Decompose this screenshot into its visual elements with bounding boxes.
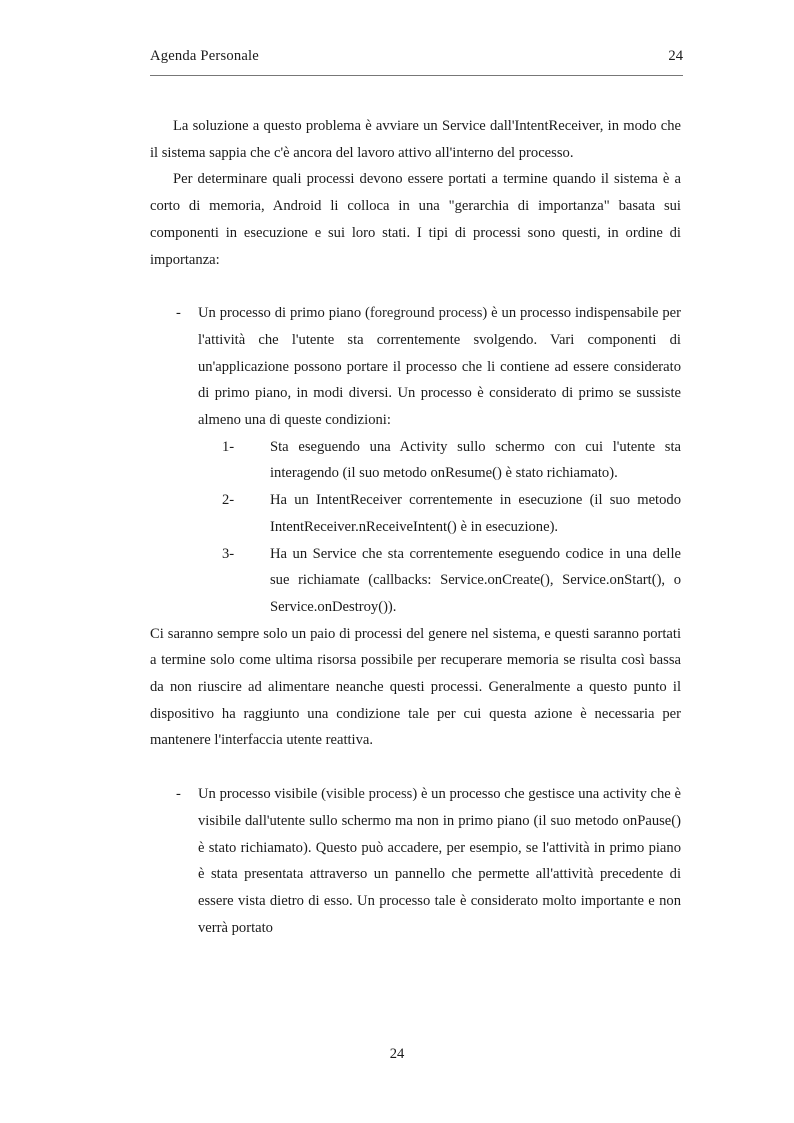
spacer xyxy=(150,273,681,300)
bullet-text: Un processo di primo piano (foreground process) è un processo indispensabile per l'attività che l'utente sta correntemente svolgendo. Vari componenti di un'applicazione possono portare il processo che li contiene ad essere considerato di primo piano, in modi diversi. Un processo è considerato di primo se sussiste almeno una di queste condizioni: xyxy=(198,305,681,429)
bullet-text: Un processo visibile (visible process) è un processo che gestisce una activity che è visibile dall'utente sullo schermo ma non in primo piano (il suo metodo onPause() è stato richiamato). Questo può accadere, per esempio, se l'attività in primo piano è stata presentata attraverso un pannello che permette all'attività precedente di essere vista dietro di esso. Un processo tale è considerato molto importante e non verrà portato xyxy=(198,786,681,936)
header-rule xyxy=(150,75,683,76)
condition-item-3 xyxy=(222,541,681,621)
term-foreground-process: foreground process xyxy=(369,305,483,322)
header-title: Agenda Personale xyxy=(150,48,259,64)
condition-item-1 xyxy=(222,434,681,487)
paragraph-foreground-summary: Ci saranno sempre solo un paio di processi del genere nel sistema, e questi saranno portati a termine solo come ultima risorsa possibile per recuperare memoria se risulta così bassa da non riuscire ad alimentare neanche questi processi. Generalmente a questo punto il dispositivo ha raggiunto una condizione tale per cui questa azione è necessaria per mantenere l'interfaccia utente reattiva. xyxy=(150,625,681,749)
paragraph-hierarchy: Per determinare quali processi devono essere portati a termine quando il sistema è a corto di memoria, Android li colloca in una "gerarchia di importanza" basata sui componenti in esecuzione e sui loro stati. I tipi di processi sono questi, in ordine di importanza: xyxy=(150,171,681,268)
condition-text: Ha un IntentReceiver correntemente in esecuzione (il suo metodo IntentReceiver.nReceiveIntent() è in esecuzione). xyxy=(270,492,681,535)
condition-label: 2- xyxy=(222,492,235,509)
running-header xyxy=(150,48,683,72)
bullet-dash: - xyxy=(176,305,181,322)
body-text xyxy=(150,113,681,941)
condition-label: 1- xyxy=(222,438,235,455)
footer-page-number: 24 xyxy=(389,1046,405,1062)
term-visible-process: visible process xyxy=(325,786,413,803)
condition-text: Ha un Service che sta correntemente eseguendo codice in una delle sue richiamate (callbacks: Service.onCreate(), Service.onStart(), o Service.onDestroy()). xyxy=(270,545,681,615)
bullet-dash: - xyxy=(176,786,181,803)
condition-item-2 xyxy=(222,487,681,540)
header-page-number: 24 xyxy=(668,48,683,64)
condition-text: Sta eseguendo una Activity sullo schermo con cui l'utente sta interagendo (il suo metodo onResume() è stato richiamato). xyxy=(270,438,681,482)
paragraph-intro: La soluzione a questo problema è avviare un Service dall'IntentReceiver, in modo che il sistema sappia che c'è ancora del lavoro attivo all'interno del processo. xyxy=(150,118,681,161)
condition-label: 3- xyxy=(222,545,235,562)
bullet-visible-process xyxy=(150,781,681,941)
bullet-foreground-process xyxy=(150,300,681,434)
spacer xyxy=(150,754,681,781)
